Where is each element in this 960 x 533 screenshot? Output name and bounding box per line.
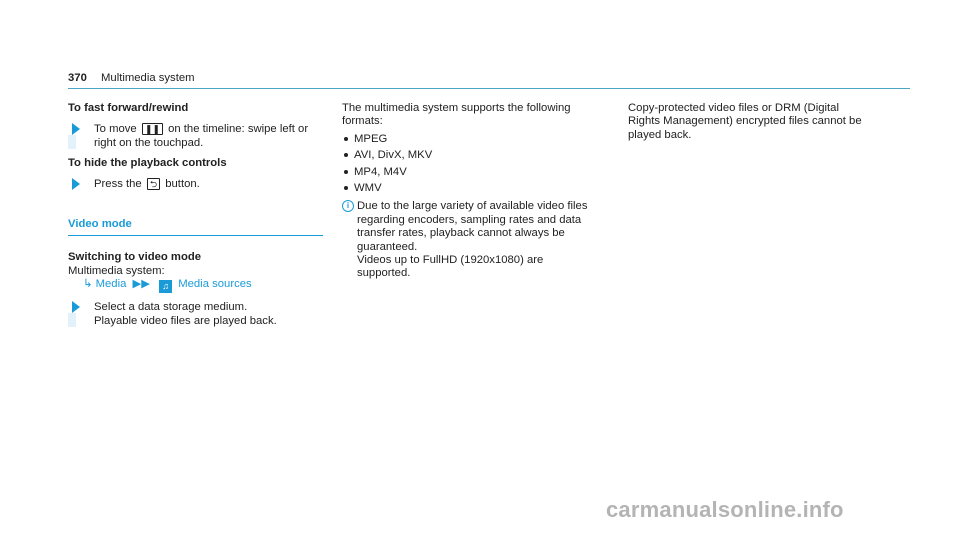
format-label: MP4, M4V [354, 165, 407, 178]
select-step-line-2: Playable video files are played back. [94, 314, 277, 327]
hide-step-text-a: Press the [94, 177, 142, 190]
step-stripe [68, 313, 76, 327]
column-right [628, 102, 868, 142]
media-sources-icon: ♫ [159, 280, 172, 293]
format-item [342, 133, 592, 146]
format-label: MPEG [354, 132, 388, 145]
note-icon: i [342, 200, 354, 212]
bullet-icon [344, 170, 348, 174]
switch-path-root: Multimedia system: [68, 264, 165, 277]
ff-step-text-a: To move [94, 123, 137, 136]
path-chevron-icon: ▶▶ [132, 278, 150, 291]
bullet-icon [344, 153, 348, 157]
page-number: 370 [68, 72, 87, 84]
step-arrow-icon [72, 123, 80, 135]
switch-path [68, 278, 330, 293]
bullet-icon [344, 186, 348, 190]
select-step [68, 301, 330, 328]
page-title: Multimedia system [101, 72, 195, 84]
bullet-icon [344, 137, 348, 141]
formats-intro: The multimedia system supports the following formats: [342, 102, 571, 128]
format-label: AVI, DivX, MKV [354, 149, 433, 162]
step-arrow-icon [72, 301, 80, 313]
column-left [68, 102, 330, 328]
ff-step [68, 123, 330, 150]
ff-heading: To fast forward/rewind [68, 102, 189, 114]
hide-heading: To hide the playback controls [68, 157, 227, 170]
note-block [342, 200, 592, 280]
step-arrow-icon [72, 178, 80, 190]
path-media-sources: Media sources [178, 278, 252, 291]
section-title: Video mode [68, 218, 323, 236]
column-middle [342, 102, 592, 281]
note-text-2: Videos up to FullHD (1920x1080) are supported. [357, 254, 544, 280]
formats-list [342, 133, 592, 196]
switch-heading: Switching to video mode [68, 251, 202, 264]
page-header [68, 70, 910, 89]
format-item [342, 182, 592, 195]
drm-text: Copy-protected video files or DRM (Digital Rights Management) encrypted files cannot be played back. [628, 102, 862, 141]
note-text: Due to the large variety of available video files regarding encoders, sampling rates and data transfer rates, playback cannot always be guaranteed. [357, 200, 588, 253]
path-arrow-icon: ↳ [83, 278, 93, 291]
step-stripe [68, 135, 76, 149]
format-item [342, 166, 592, 179]
back-icon: ⮌ [147, 178, 160, 190]
watermark: carmanualsonline.info [606, 497, 844, 522]
hide-step [68, 178, 330, 191]
format-label: WMV [354, 182, 382, 195]
format-item [342, 149, 592, 162]
select-step-line-1: Select a data storage medium. [94, 301, 248, 314]
hide-step-text-b: button. [165, 177, 200, 190]
ff-step-text-b: on the timeline: swipe left or right on the touchpad. [94, 123, 309, 149]
path-media: Media [95, 278, 127, 291]
pause-icon: ❚❚ [142, 123, 163, 135]
